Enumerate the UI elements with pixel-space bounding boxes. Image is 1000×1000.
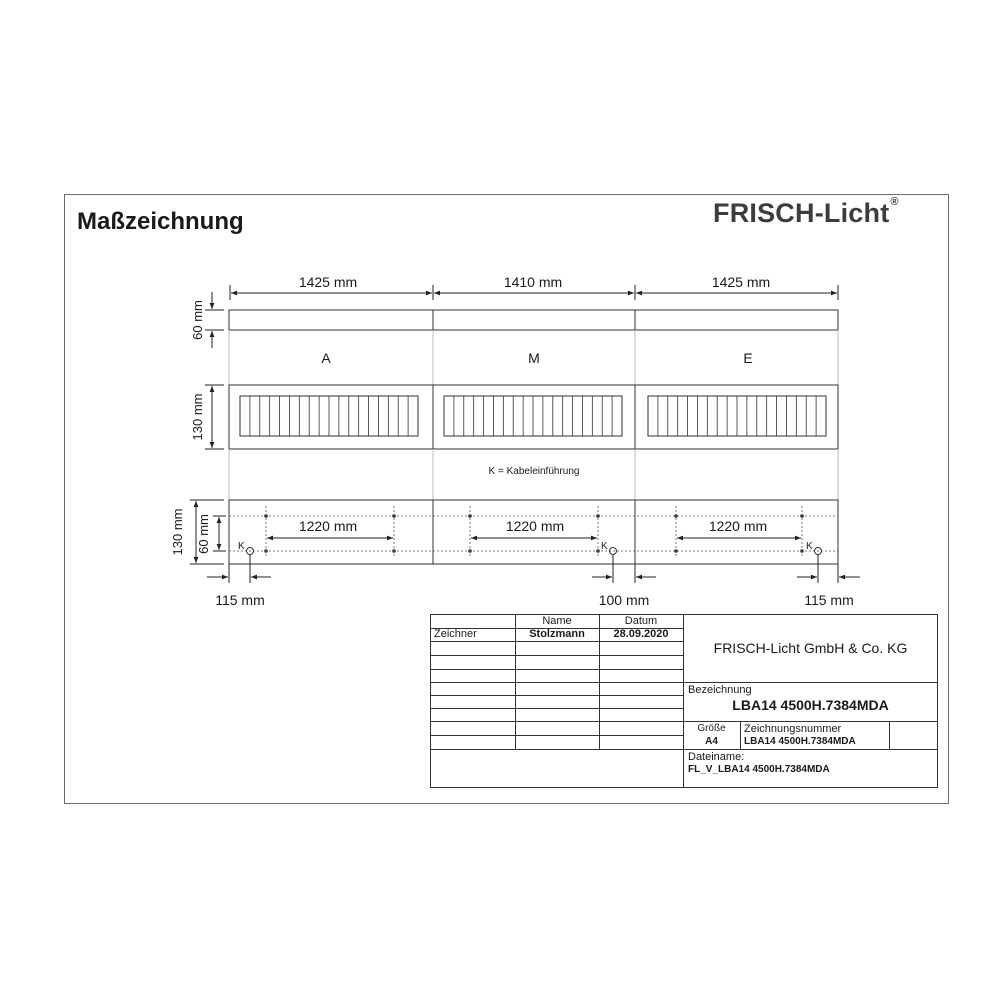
filename-label: Dateiname: [688, 751, 745, 763]
title-block [430, 614, 938, 788]
size-label: Größe [697, 723, 726, 734]
designation-label: Bezeichnung [688, 684, 752, 696]
registered-mark: ® [890, 196, 899, 208]
left-dim-front [205, 385, 224, 449]
k-marker-e: K [806, 541, 813, 552]
designation-value: LBA14 4500H.7384MDA [732, 697, 889, 713]
top-dim-m: 1410 mm [503, 274, 563, 290]
col-header-date: Datum [624, 615, 658, 627]
bottom-dim-right: 115 mm [804, 592, 854, 608]
left-dim-strip-label: 60 mm [190, 300, 205, 340]
filename-value: FL_V_LBA14 4500H.7384MDA [688, 764, 830, 775]
col-header-name: Name [542, 615, 572, 627]
section-letter-e: E [743, 350, 753, 366]
drafter-name: Stolzmann [529, 628, 585, 640]
top-dim-a: 1425 mm [298, 274, 358, 290]
bottom-dim-left: 115 mm [215, 592, 265, 608]
top-dim-e: 1425 mm [711, 274, 771, 290]
top-view-strip [229, 310, 838, 330]
k-marker-m: K [601, 541, 608, 552]
logo-text: FRISCH-Licht [713, 198, 890, 228]
mount-dim-m: 1220 mm [505, 518, 565, 534]
row-label-drafter: Zeichner [434, 628, 477, 640]
drawing-number-label: Zeichnungsnummer [744, 723, 842, 735]
section-letter-a: A [321, 350, 331, 366]
drawing-number-value: LBA14 4500H.7384MDA [744, 736, 856, 747]
mount-dim-a: 1220 mm [298, 518, 358, 534]
company-name: FRISCH-Licht GmbH & Co. KG [713, 640, 908, 656]
left-dim-bottom-inner-label: 60 mm [196, 514, 211, 554]
mount-dim-e: 1220 mm [708, 518, 768, 534]
k-marker-a: K [238, 541, 245, 552]
bottom-dim-middle: 100 mm [598, 592, 650, 608]
section-letter-m: M [528, 350, 540, 366]
size-value: A4 [705, 736, 718, 747]
left-dim-bottom-outer-label: 130 mm [170, 508, 185, 556]
page-title: Maßzeichnung [77, 208, 244, 235]
legend-text: K = Kabeleinführung [488, 466, 580, 477]
bottom-offset-dims [207, 555, 860, 583]
drawing-date: 28.09.2020 [613, 628, 669, 640]
louver-slats [250, 396, 816, 436]
left-dim-front-label: 130 mm [190, 393, 205, 441]
left-dim-strip [205, 292, 224, 348]
